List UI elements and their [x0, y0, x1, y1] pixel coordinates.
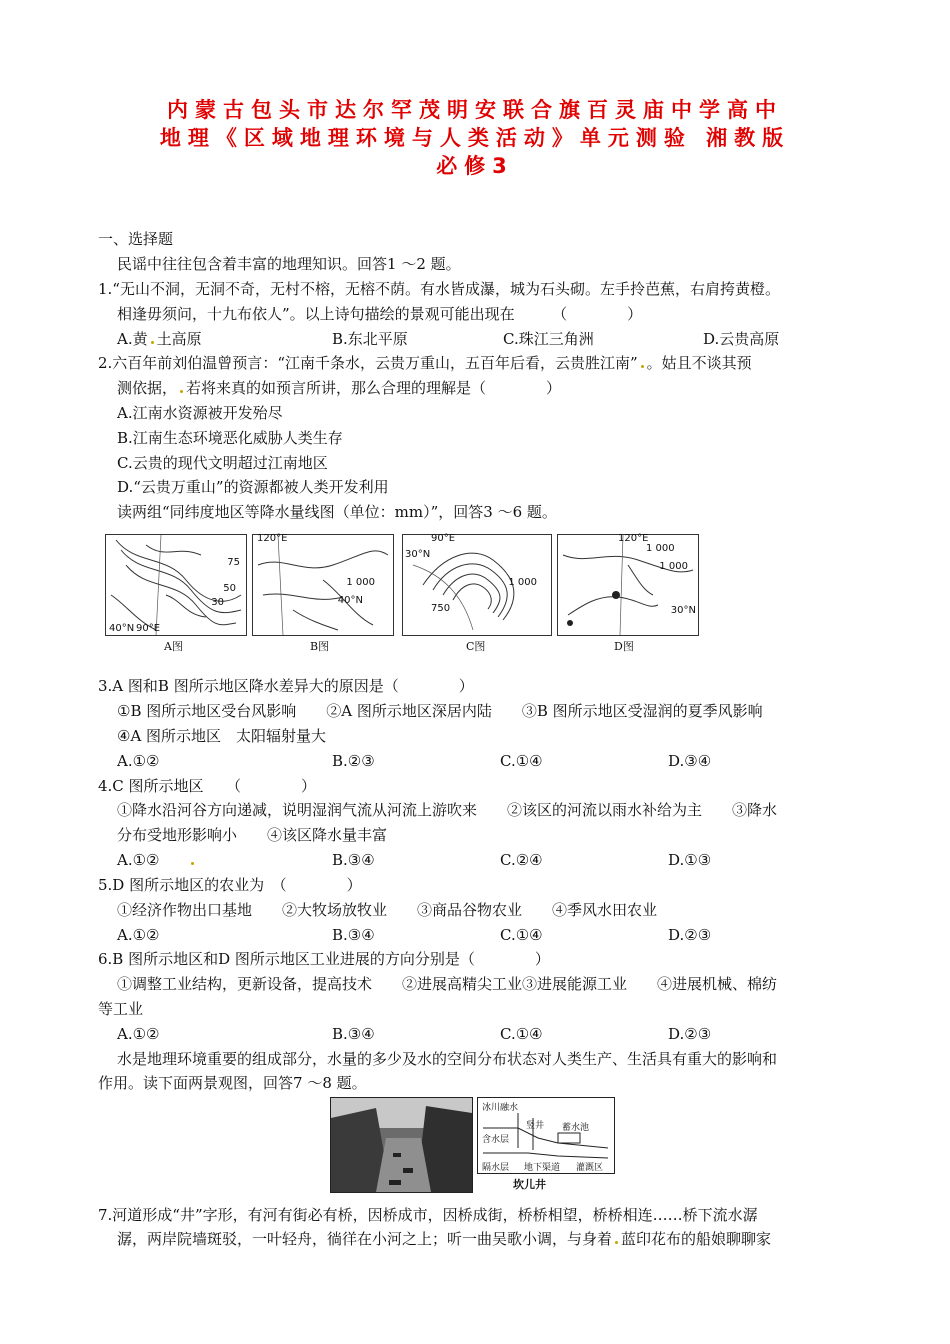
map-c: 90°E 30°N 1 000 750 [402, 534, 552, 636]
q1-option-a: A.黄 土高原 [117, 330, 202, 348]
q1-option-c: C.珠江三角洲 [503, 330, 594, 348]
label-irrigation-area: 灌溉区 [576, 1163, 604, 1173]
water-town-illustration [331, 1098, 472, 1192]
q2-option-c: C.云贵的现代文明超过江南地区 [117, 454, 328, 472]
q6-option-d: D.②③ [668, 1025, 712, 1043]
label-aquiclude: 隔水层 [482, 1163, 510, 1173]
q2-option-a: A.江南水资源被开发殆尽 [117, 404, 283, 422]
q1-stem-line1: 1.“无山不洞，无洞不奇，无村不榕，无榕不荫。有水皆成瀑，城为石头砌。左手拎芭蕉，右肩挎黄橙。 [98, 280, 780, 298]
q4-option-d: D.①③ [668, 851, 712, 869]
q6-choices-line1: ①调整工业结构，更新设备，提高技术 ②进展高精尖工业③进展能源工业 ④进展机械、棉纺 [117, 975, 778, 993]
map-a: 75 50 30 40°N 90°E [105, 534, 247, 636]
label-vertical-well: 竖井 [526, 1121, 545, 1131]
karez-caption: 坎儿井 [513, 1178, 546, 1191]
q4-option-b: B.③④ [332, 851, 375, 869]
q5-option-b: B.③④ [332, 926, 375, 944]
q2-option-b: B.江南生态环境恶化威胁人类生存 [117, 429, 343, 447]
stray-dot [191, 862, 194, 865]
map-b-caption: B图 [310, 640, 330, 653]
document-title [60, 96, 890, 180]
q2-stem-line2: 测依据， 若将来真的如预言所讲，那么合理的理解是（ ） [117, 379, 562, 397]
q6-stem: 6.B 图所示地区和D 图所示地区工业进展的方向分别是（ ） [98, 950, 550, 968]
stray-dot [180, 390, 183, 393]
q4-stem: 4.C 图所示地区 （ ） [98, 777, 317, 795]
q6-option-a: A.①② [117, 1025, 160, 1043]
q3-option-a: A.①② [117, 752, 160, 770]
stray-dot [615, 1241, 618, 1244]
intro-q7-q8-line2: 作用。读下面两景观图，回答7 ～8 题。 [98, 1074, 367, 1092]
map-d: 120°E 1 000 1 000 30°N [557, 534, 699, 636]
q3-choices-line1: ①B 图所示地区受台风影响 ②A 图所示地区深居内陆 ③B 图所示地区受湿润的夏季风影响 [117, 702, 763, 720]
title-line-2: 地理《区域地理环境与人类活动》单元测验 湘教版 [159, 126, 791, 150]
label-aquifer: 含水层 [482, 1135, 510, 1145]
q4-option-a: A.①② [117, 850, 197, 870]
q5-option-c: C.①④ [500, 926, 543, 944]
q2-option-d: D.“云贵万重山”的资源都被人类开发利用 [117, 478, 389, 496]
map-d-caption: D图 [614, 640, 634, 653]
q4-choices-line1: ①降水沿河谷方向递减，说明湿润气流从河流上游吹来 ②该区的河流以雨水补给为主 ③降水 [117, 801, 778, 819]
q2-stem-line1: 2.六百年前刘伯温曾预言：“江南千条水，云贵万重山，五百年后看，云贵胜江南” 。姑且不谈其预 [98, 354, 752, 372]
q5-stem: 5.D 图所示地区的农业为 （ ） [98, 876, 362, 894]
label-underground-channel: 地下渠道 [524, 1163, 561, 1173]
q3-option-b: B.②③ [332, 752, 375, 770]
section-heading: 一、选择题 [98, 230, 174, 248]
q3-option-d: D.③④ [668, 752, 712, 770]
q1-option-b: B.东北平原 [332, 330, 408, 348]
q5-choices: ①经济作物出口基地 ②大牧场放牧业 ③商品谷物农业 ④季风水田农业 [117, 901, 658, 919]
map-c-caption: C图 [466, 640, 486, 653]
title-line-1: 内蒙古包头市达尔罕茂明安联合旗百灵庙中学高中 [167, 98, 783, 122]
q1-option-d: D.云贵高原 [703, 330, 780, 348]
q6-option-b: B.③④ [332, 1025, 375, 1043]
q6-option-c: C.①④ [500, 1025, 543, 1043]
q5-option-a: A.①② [117, 926, 160, 944]
water-town-photo [330, 1097, 473, 1193]
label-reservoir: 蓄水池 [562, 1123, 590, 1133]
intro-q3-q6: 读两组“同纬度地区等降水量线图（单位：mm）”，回答3 ～6 题。 [117, 503, 557, 521]
intro-q7-q8-line1: 水是地理环境重要的组成部分，水量的多少及水的空间分布状态对人类生产、生活具有重大的影响和 [117, 1050, 778, 1068]
q6-choices-line2: 等工业 [98, 1000, 144, 1018]
q3-option-c: C.①④ [500, 752, 543, 770]
map-a-caption: A图 [164, 640, 183, 653]
label-glacier-meltwater: 冰川融水 [482, 1103, 519, 1113]
q5-option-d: D.②③ [668, 926, 712, 944]
q7-stem-line1: 7.河道形成“井”字形，有河有街必有桥，因桥成市，因桥成街，桥桥相望，桥桥相连……桥下流水潺 [98, 1206, 758, 1224]
q4-option-c: C.②④ [500, 851, 543, 869]
karez-diagram [477, 1097, 615, 1174]
q3-stem: 3.A 图和B 图所示地区降水差异大的原因是（ ） [98, 677, 474, 695]
intro-q1-q2: 民谣中往往包含着丰富的地理知识。回答1 ～2 题。 [117, 255, 461, 273]
map-b: 120°E 1 000 40°N [252, 534, 394, 636]
q1-stem-line2: 相逢毋须问，十九布依人”。以上诗句描绘的景观可能出现在 （ ） [117, 305, 643, 323]
stray-dot [641, 365, 644, 368]
q3-choices-line2: ④A 图所示地区 太阳辐射量大 [117, 727, 327, 745]
title-line-3: 必修3 [436, 154, 514, 178]
q7-stem-line2: 潺，两岸院墙斑驳，一叶轻舟，徜徉在小河之上；听一曲吴歌小调，与身着 蓝印花布的船娘聊聊家 [117, 1230, 772, 1248]
stray-dot [151, 341, 154, 344]
q4-choices-line2: 分布受地形影响小 ④该区降水量丰富 [117, 826, 388, 844]
map-d-contours [558, 535, 698, 635]
